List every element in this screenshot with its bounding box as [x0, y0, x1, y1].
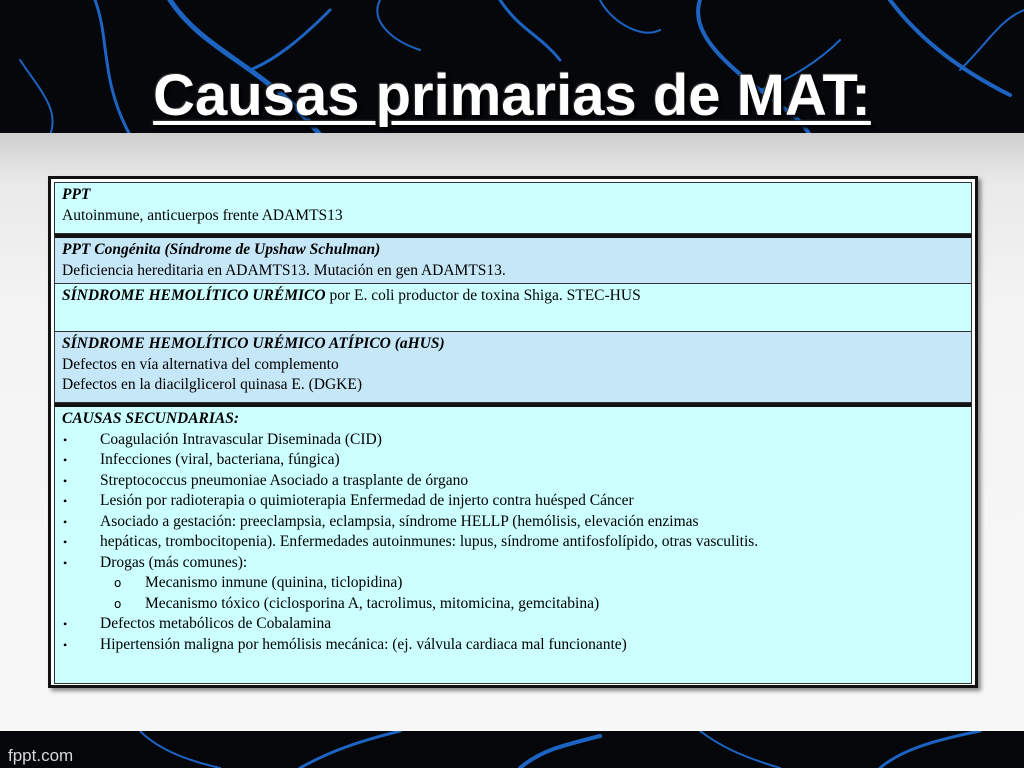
row-heading: SÍNDROME HEMOLÍTICO URÉMICO [62, 287, 326, 304]
row-heading: CAUSAS SECUNDARIAS: [62, 410, 240, 427]
list-item: • Infecciones (viral, bacteriana, fúngica) [62, 450, 964, 471]
list-item: • Drogas (más comunes): o Mecanismo inmune (quinina, ticlopidina) o Mecanismo tóxico (ciclosporina A, tacrolimus, mitomicina, gemcitabina) [62, 553, 964, 615]
bullet-icon: • [63, 494, 68, 508]
bullet-icon: • [63, 617, 68, 631]
sub-list-item: o Mecanismo tóxico (ciclosporina A, tacrolimus, mitomicina, gemcitabina) [62, 594, 964, 615]
row-line: Deficiencia hereditaria en ADAMTS13. Mutación en gen ADAMTS13. [62, 261, 506, 279]
list-item: • Coagulación Intravascular Diseminada (CID) [62, 430, 964, 451]
bullet-icon: • [63, 432, 68, 447]
drug-mechanisms-sublist [62, 573, 964, 614]
bullet-icon: • [63, 535, 68, 549]
row-heading: SÍNDROME HEMOLÍTICO URÉMICO ATÍPICO (aHUS) [62, 335, 445, 352]
bullet-icon: • [63, 473, 68, 488]
bottom-background-band [0, 731, 1024, 768]
table-row-causas-secundarias [54, 403, 972, 684]
list-item: • hepáticas, trombocitopenia). Enfermedades autoinmunes: lupus, síndrome antifosfolípido, otras vasculitis. [62, 532, 964, 553]
list-item: • Asociado a gestación: preeclampsia, eclampsia, síndrome HELLP (hemólisis, elevación enzimas [62, 512, 964, 533]
row-heading: PPT [62, 186, 91, 203]
row-line: Defectos en la diacilglicerol quinasa E. (DGKE) [62, 376, 362, 393]
table-row-ppt-congenita [54, 234, 972, 284]
slide-title: Causas primarias de MAT: [153, 63, 871, 128]
secondary-causes-list [62, 430, 964, 656]
sub-list-item: o Mecanismo inmune (quinina, ticlopidina) [62, 573, 964, 594]
fppt-logo: fppt.com [8, 746, 74, 765]
blue-veins-decoration [0, 731, 1024, 768]
row-line: Autoinmune, anticuerpos frente ADAMTS13 [62, 206, 343, 224]
list-item: • Hipertensión maligna por hemólisis mecánica: (ej. válvula cardiaca mal funcionante) [62, 635, 964, 656]
bullet-icon: • [63, 453, 68, 467]
list-item: • Defectos metabólicos de Cobalamina [62, 614, 964, 635]
table-row-ppt [54, 182, 972, 234]
row-heading-suffix: por E. coli productor de toxina Shiga. STEC-HUS [325, 287, 641, 304]
bullet-icon: • [63, 637, 68, 652]
table-row-ahus [54, 332, 972, 403]
row-line: Defectos en vía alternativa del complemento [62, 355, 339, 373]
bullet-icon: • [63, 555, 68, 570]
row-heading: PPT Congénita (Síndrome de Upshaw Schulman) [62, 241, 381, 258]
list-item: • Lesión por radioterapia o quimioterapia Enfermedad de injerto contra huésped Cáncer [62, 491, 964, 512]
list-item: • Streptococcus pneumoniae Asociado a trasplante de órgano [62, 471, 964, 492]
bullet-icon: • [63, 514, 68, 529]
sub-bullet-icon: o [114, 576, 122, 590]
table-row-shu [54, 284, 972, 332]
causes-table [48, 176, 978, 688]
sub-bullet-icon: o [114, 596, 122, 611]
